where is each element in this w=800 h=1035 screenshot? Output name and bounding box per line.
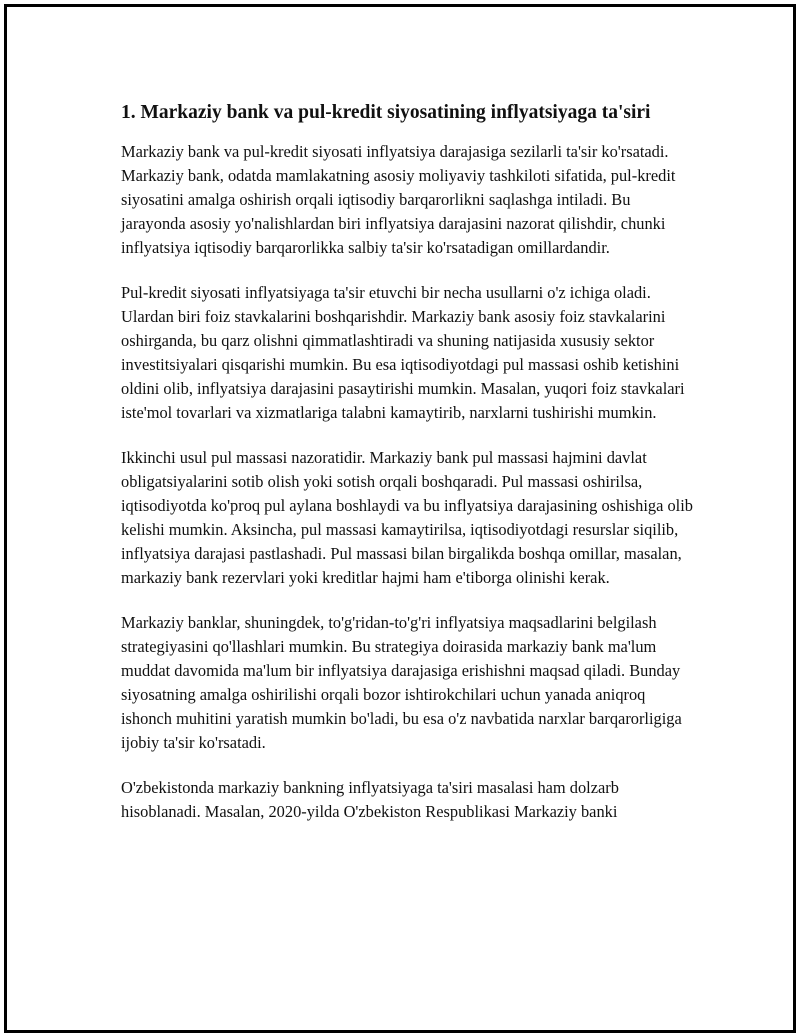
paragraph-1: Markaziy bank va pul-kredit siyosati inflyatsiya darajasiga sezilarli ta'sir ko'rsatadi. Markaziy bank, odatda mamlakatning asosiy moliyaviy tashkiloti sifatida, pul-kredit siyosatini amalga oshirish orqali iqtisodiy barqarorlikni saqlashga intiladi. Bu jarayonda asosiy yo'nalishlardan biri inflyatsiya darajasini nazorat qilishdir, chunki inflyatsiya iqtisodiy barqarorlikka salbiy ta'sir ko'rsatadigan omillardandir. bbox=[121, 142, 676, 257]
page-frame bbox=[4, 4, 796, 1033]
section-heading: 1. Markaziy bank va pul-kredit siyosatining inflyatsiyaga ta'siri bbox=[121, 102, 651, 123]
paragraph-3: Ikkinchi usul pul massasi nazoratidir. Markaziy bank pul massasi hajmini davlat obligatsiyalarini sotib olish yoki sotish orqali boshqaradi. Pul massasi oshirilsa, iqtisodiyotda ko'proq pul aylana boshlaydi va bu inflyatsiya darajasining oshishiga olib kelishi mumkin. Aksincha, pul massasi kamaytirilsa, iqtisodiyotdagi resurslar siqilib, inflyatsiya darajasi pastlashadi. Pul massasi bilan birgalikda boshqa omillar, masalan, markaziy bank rezervlari yoki kreditlar hajmi ham e'tiborga olinishi kerak. bbox=[121, 448, 693, 587]
document-body bbox=[121, 99, 693, 845]
paragraph-2: Pul-kredit siyosati inflyatsiyaga ta'sir etuvchi bir necha usullarni o'z ichiga oladi. Ulardan biri foiz stavkalarini boshqarishdir. Markaziy bank asosiy foiz stavkalarini oshirganda, bu qarz olishni qimmatlashtiradi va shuning natijasida xususiy sektor investitsiyalari qisqarishi mumkin. Bu esa iqtisodiyotdagi pul massasi oshib ketishini oldini olib, inflyatsiya darajasini pasaytirishi mumkin. Masalan, yuqori foiz stavkalari iste'mol tovarlari va xizmatlariga talabni kamaytirib, narxlarni tushirishi mumkin. bbox=[121, 283, 685, 422]
paragraph-5: O'zbekistonda markaziy bankning inflyatsiyaga ta'siri masalasi ham dolzarb hisoblanadi. Masalan, 2020-yilda O'zbekiston Respublikasi Markaziy banki bbox=[121, 778, 619, 821]
paragraph-4: Markaziy banklar, shuningdek, to'g'ridan-to'g'ri inflyatsiya maqsadlarini belgilash strategiyasini qo'llashlari mumkin. Bu strategiya doirasida markaziy bank ma'lum muddat davomida ma'lum bir inflyatsiya darajasiga erishishni maqsad qiladi. Bunday siyosatning amalga oshirilishi orqali bozor ishtirokchilari uchun yanada aniqroq ishonch muhitini yaratish mumkin bo'ladi, bu esa o'z navbatida narxlar barqarorligiga ijobiy ta'sir ko'rsatadi. bbox=[121, 613, 682, 752]
